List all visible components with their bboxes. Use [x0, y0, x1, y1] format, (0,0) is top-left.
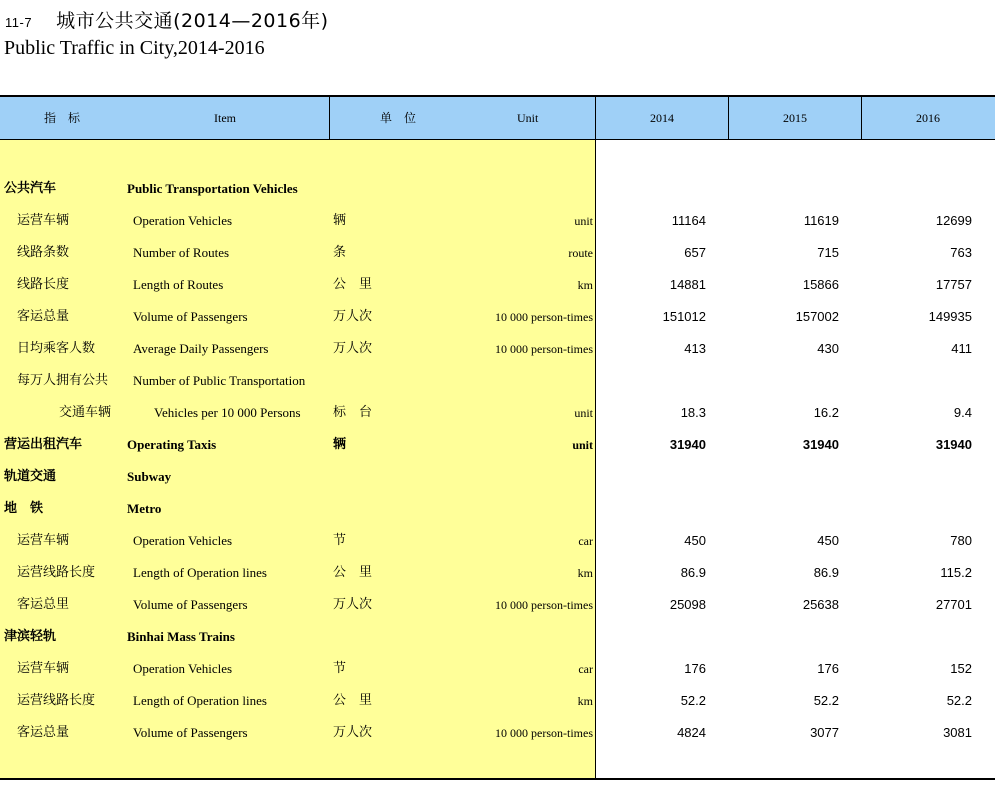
value-2015: 16.2: [813, 405, 839, 420]
row-label-en: Metro: [127, 501, 162, 516]
value-2015: 3077: [810, 725, 839, 740]
traffic-table: [0, 95, 995, 780]
row-unit-cn: 辆: [333, 437, 347, 452]
row-label-en: Operating Taxis: [127, 437, 217, 452]
page-title-cn: [5, 6, 329, 33]
row-label-cn: 轨道交通: [4, 469, 57, 484]
row-label-en: Volume of Passengers: [133, 725, 248, 740]
row-unit-en: unit: [574, 406, 593, 420]
value-2015: 11619: [803, 213, 839, 228]
row-label-cn: 客运总里: [17, 597, 70, 612]
row-unit-cn: 辆: [333, 213, 347, 228]
value-2015: 715: [817, 245, 839, 260]
row-unit-cn: 节: [333, 661, 347, 676]
header-divider: [728, 97, 729, 139]
row-label-cn: 津滨轻轨: [4, 629, 57, 644]
header-item: Item: [214, 111, 236, 125]
row-label-en: Subway: [127, 469, 172, 484]
row-unit-en: unit: [572, 438, 593, 452]
header-divider: [329, 97, 330, 139]
value-2015: 15866: [802, 277, 839, 292]
value-2015: 31940: [802, 437, 839, 452]
row-unit-en: unit: [574, 214, 593, 228]
row-unit-cn: 万人次: [333, 309, 373, 324]
row-label-cn: 日均乘客人数: [17, 341, 96, 356]
row-unit-en: km: [577, 278, 593, 292]
header-year-2016: 2016: [916, 111, 940, 125]
title-cn-text: 城市公共交通(2014—2016年): [56, 10, 329, 32]
row-unit-en: 10 000 person-times: [495, 310, 593, 324]
row-unit-en: km: [577, 694, 593, 708]
value-2016: 763: [950, 245, 972, 260]
row-unit-en: 10 000 person-times: [495, 598, 593, 612]
row-unit-cn: 节: [333, 533, 347, 548]
row-label-cn: 地 铁: [4, 501, 44, 516]
row-label-en: Public Transportation Vehicles: [127, 181, 298, 196]
header-unit-cn: 单 位: [380, 111, 417, 125]
value-2016: 52.2: [946, 693, 972, 708]
value-2016: 27701: [935, 597, 972, 612]
value-2014: 176: [684, 661, 706, 676]
row-label-en: Length of Operation lines: [133, 693, 267, 708]
row-unit-cn: 公 里: [333, 693, 373, 708]
row-label-en: Volume of Passengers: [133, 309, 248, 324]
row-unit-en: 10 000 person-times: [495, 726, 593, 740]
row-label-cn: 线路长度: [17, 277, 70, 292]
row-label-cn: 运营车辆: [17, 213, 70, 228]
value-2015: 52.2: [813, 693, 839, 708]
value-2016: 9.4: [953, 405, 972, 420]
value-2014: 52.2: [680, 693, 706, 708]
header-year-2015: 2015: [783, 111, 807, 125]
row-label-cn: 运营车辆: [17, 533, 70, 548]
value-2014: 657: [684, 245, 706, 260]
row-label-en: Operation Vehicles: [133, 533, 233, 548]
value-2015: 176: [817, 661, 839, 676]
value-2014: 86.9: [680, 565, 706, 580]
row-label-cn: 运营线路长度: [17, 565, 96, 580]
value-2016: 411: [951, 341, 972, 356]
value-2016: 149935: [928, 309, 972, 324]
value-2014: 11164: [671, 213, 706, 228]
row-label-cn: 线路条数: [17, 245, 70, 260]
value-2016: 31940: [935, 437, 972, 452]
row-label-en: Binhai Mass Trains: [127, 629, 235, 644]
row-label-en: Length of Routes: [133, 277, 224, 292]
header-year-2014: 2014: [650, 111, 674, 125]
value-2016: 3081: [943, 725, 972, 740]
row-unit-en: car: [578, 662, 593, 676]
value-2014: 4824: [677, 725, 706, 740]
value-2014: 18.3: [680, 405, 706, 420]
row-label-cn: 交通车辆: [59, 405, 112, 420]
table-header: [0, 97, 995, 140]
label-column-background: [0, 140, 595, 778]
page-title-en: Public Traffic in City,2014-2016: [4, 37, 265, 59]
value-2016: 780: [950, 533, 972, 548]
row-unit-cn: 万人次: [333, 725, 373, 740]
row-unit-en: route: [568, 246, 593, 260]
value-2014: 413: [684, 341, 706, 356]
table-number: 11-7: [5, 15, 33, 30]
row-unit-cn: 万人次: [333, 341, 373, 356]
value-2015: 157002: [795, 309, 839, 324]
value-2016: 115.2: [940, 565, 972, 580]
value-2014: 450: [684, 533, 706, 548]
row-unit-cn: 标 台: [333, 405, 373, 420]
row-unit-en: car: [578, 534, 593, 548]
value-2014: 25098: [669, 597, 706, 612]
value-2014: 31940: [669, 437, 706, 452]
header-indicator-cn: 指 标: [44, 111, 81, 125]
value-2014: 151012: [662, 309, 706, 324]
row-label-cn: 每万人拥有公共: [17, 373, 109, 388]
row-unit-cn: 万人次: [333, 597, 373, 612]
row-label-en: Volume of Passengers: [133, 597, 248, 612]
row-label-en: Operation Vehicles: [133, 213, 233, 228]
header-unit: Unit: [517, 111, 539, 125]
row-unit-en: 10 000 person-times: [495, 342, 593, 356]
row-label-en: Number of Routes: [133, 245, 230, 260]
row-label-en: Average Daily Passengers: [133, 341, 269, 356]
row-label-cn: 运营车辆: [17, 661, 70, 676]
value-2016: 12699: [935, 213, 972, 228]
value-2015: 430: [817, 341, 839, 356]
header-divider: [861, 97, 862, 139]
row-unit-cn: 公 里: [333, 565, 373, 580]
value-2015: 450: [817, 533, 839, 548]
row-label-cn: 运营线路长度: [17, 693, 96, 708]
row-label-cn: 客运总量: [17, 725, 70, 740]
row-label-cn: 客运总量: [17, 309, 70, 324]
value-2015: 25638: [802, 597, 839, 612]
value-2016: 17757: [935, 277, 972, 292]
row-label-cn: 营运出租汽车: [4, 437, 83, 452]
row-label-cn: 公共汽车: [4, 181, 57, 196]
value-2016: 152: [950, 661, 972, 676]
value-2014: 14881: [669, 277, 706, 292]
row-label-en: Vehicles per 10 000 Persons: [154, 405, 301, 420]
row-unit-cn: 条: [333, 245, 347, 260]
column-divider: [595, 97, 596, 778]
row-label-en: Number of Public Transportation: [133, 373, 306, 388]
row-label-en: Operation Vehicles: [133, 661, 233, 676]
row-unit-cn: 公 里: [333, 277, 373, 292]
row-unit-en: km: [577, 566, 593, 580]
value-2015: 86.9: [813, 565, 839, 580]
row-label-en: Length of Operation lines: [133, 565, 267, 580]
